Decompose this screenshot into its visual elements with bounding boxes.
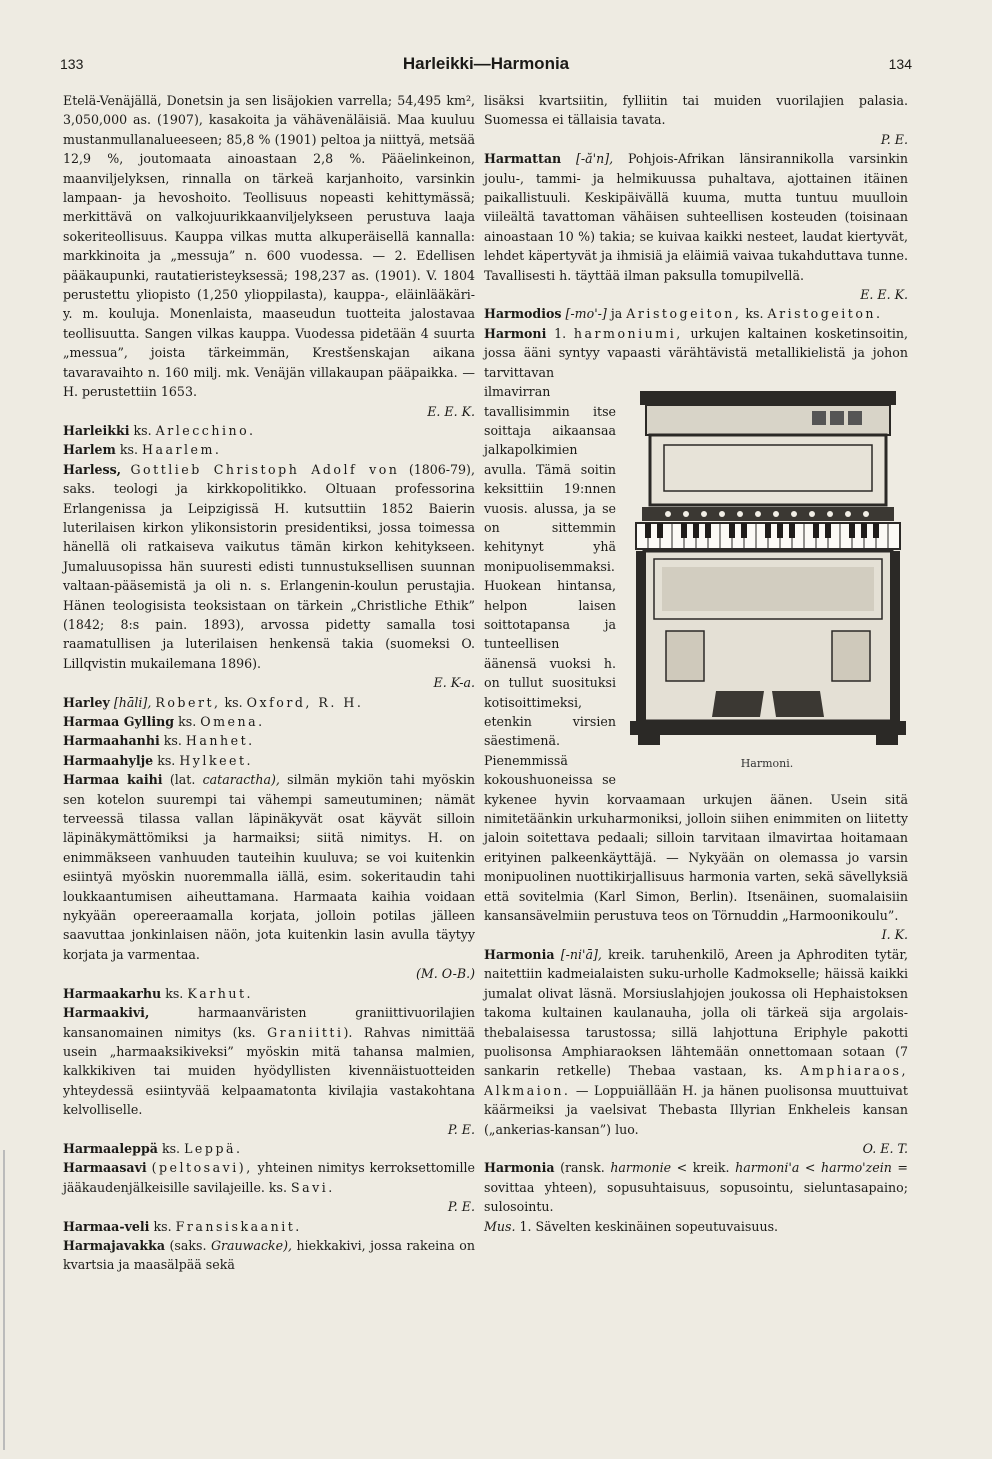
cross-reference: Oxford, R. H. bbox=[246, 694, 364, 710]
headword: Harmaa Gylling bbox=[63, 714, 175, 729]
binding-edge bbox=[3, 1150, 5, 1450]
entry-harmaakarhu: Harmaakarhu ks. Karhut. bbox=[63, 985, 254, 1001]
headword: Harmaa-veli bbox=[63, 1218, 150, 1234]
headword: Harleikki bbox=[63, 422, 130, 438]
cross-reference: Amphiaraos, Alkmaion. bbox=[484, 1063, 908, 1098]
signature: E. K-a. bbox=[433, 675, 475, 691]
german-term: Grauwacke), bbox=[210, 1237, 292, 1253]
signature: P. E. bbox=[447, 1121, 475, 1137]
cross-reference: Graniitti bbox=[267, 1024, 344, 1040]
entry-harmajavakka: Harmajavakka (saks. Grauwacke), hiekkakivi, jossa rakeina on kvartsia ja maasälpää sekä bbox=[63, 1237, 475, 1273]
pronunciation: [-mo'-] bbox=[565, 306, 607, 322]
figure-caption: Harmoni. bbox=[740, 756, 794, 770]
cross-reference: Aristogeiton. bbox=[767, 306, 883, 322]
cross-reference: harmoniumi, bbox=[573, 325, 683, 341]
entry-harless: Harless, Gottlieb Christoph Adolf von (1806-79), saks. teologi ja kirkkopolitikko. Oltuaan professorina Erlangenissa ja Leipzigissä H. kutsuttiin 1852 Baierin luterilaisen kirkon ylikonsistorin presidentiksi, jossa toimessa hänellä oli ratkaiseva vaikutus tämän kirkon kehitykseen. Jumaluusopissa hän suuresti edisti tunnustuksellisen suunnan valtaan-pääsemistä ja oli n. s. Erlangenin-koulun perustajia. Hänen teologisista teoksistaan on tärkein „Christliche Ethik” (1842; 8:s pain. 1893), arvossa pidetty samalla tosi raamatullisen ja luterilaisen henkensä takia (suomeksi O. Lillqvistin mukailemana 1896). bbox=[63, 461, 475, 671]
signature: O. E. T. bbox=[862, 1140, 908, 1156]
harmonium-illustration bbox=[626, 373, 908, 753]
signature: E. E. K. bbox=[860, 287, 908, 303]
entry-harmaa-veli: Harmaa-veli ks. Fransiskaanit. bbox=[63, 1218, 302, 1234]
page-number-left: 133 bbox=[60, 56, 84, 72]
page-title: Harleikki—Harmonia bbox=[402, 54, 570, 73]
entry-harmoni: Harmoni 1. harmoniumi, urkujen kaltainen kosketinsoitin, jossa ääni syntyy vapaasti värähtävistä Harmoni. metallikielistä ja johon tarvittavan ilmavirran tavallisimmin itse soittaja aikaansaa jalkapolkimien avulla. Tämä soitin keksittiin 19:nnen vuosis. alussa, ja se on sittemmin kehitynyt yhä monipuolisemmaksi. Huokean hintansa, helpon laisen soittotapansa ja tunteellisen äänensä vuoksi h. on tullut suosituksi kotisoittimeksi, etenkin virsien säestimenä. Pienemmissä kokoushuoneissa se kykenee hyvin korvaamaan urkujen äänen. Usein sitä nimitetäänkin urkuharmoniksi, jolloin siihen enimmiten on liitetty jaloin soitettava pedaali; silloin tarvitaan ilmavirtaa hoitamaan erityinen palkeenkäyttäjä. — Nykyään on olemassa jo varsin monipuolinen nuottikirjallisuus harmonia varten, sekä sävellyksiä että sovitelmia (Karl Simon, Berlin). Itsenäinen, suomalaisiin kansansävelmiin perustuva teos on Törnuddin „Harmoonikoulu”. bbox=[484, 325, 908, 924]
cross-reference: Hanhet. bbox=[185, 733, 255, 749]
entry-harmaakivi: Harmaakivi, harmaanväristen graniittivuorilajien kansanomainen nimitys (ks. Graniitti). Rahvas nimittää usein „harmaaksikiveksi” myöskin mitä tahansa malmien, kalkkikiven tai muiden hyödyllisten kivennäistuotteiden yhteydessä esiintyvää kelpaamatonta kivilajia vastakohtana kelvolliselle. bbox=[63, 1005, 475, 1118]
entry-harmonia-music: Mus. 1. Sävelten keskinäinen sopeutuvaisuus. bbox=[484, 1218, 779, 1234]
alt-name: (peltosavi), bbox=[151, 1160, 253, 1176]
entry-harmattan: Harmattan [-ă'n], Pohjois-Afrikan länsirannikolla varsinkin joulu-, tammi- ja helmikuussa puhaltava, ajottainen itäinen paikallistuuli. Keskipäivällä kuuma, mutta tuntuu muulloin viileältä tavattoman vähäisen suhteellisen kosteuden (toisinaan ainoastaan 10 %) takia; se kuivaa kaikki nesteet, laudat kiertyvät, lehdet käpertyvät ja ihmisiä ja eläimiä vaivaa tukahduttava tunne. Tavallisesti h. täyttää ilman paksulla tomupilvellä. bbox=[484, 151, 908, 283]
headword: Harmaa kaihi bbox=[63, 772, 163, 788]
headword: Harmaasavi bbox=[63, 1160, 147, 1176]
harmonium-figure bbox=[626, 373, 908, 772]
entry-harmonia-myth: Harmonia [-ni'ā], kreik. taruhenkilö, Areen ja Aphroditen tytär, naitettiin kadmeialaisten suku-urholle Kadmokselle; häissä kaikki jumalat olivat läsnä. Morsiuslahjojen joukossa oli Hephaistoksen takoma kultainen kaulanauha, jolla oli tärkeä sija argolais-thebalaisessa tarustossa; sillä lahjottuna Eriphyle pakotti puolisonsa Amphiaraoksen lähtemään onnettomaan sotaan (7 sankarin retkelle) Thebaa vastaan, ks. Amphiaraos, Alkmaion. — Loppuiällään H. ja hänen puolisonsa muuttuivat käärmeiksi ja vaelsivat Thebasta Illyrian Enkheleis kansan („ankerias-kansan”) luo. bbox=[484, 946, 908, 1137]
signature: I. K. bbox=[881, 927, 908, 943]
headword: Harmaakarhu bbox=[63, 985, 162, 1001]
person-name: Robert, bbox=[155, 694, 221, 710]
cross-reference: Hylkeet. bbox=[179, 752, 254, 768]
headword: Harmaahylje bbox=[63, 752, 154, 768]
headword: Harmonia bbox=[484, 1160, 555, 1176]
subject-label: Mus. bbox=[484, 1218, 516, 1234]
entry-harmaa-gylling: Harmaa Gylling ks. Omena. bbox=[63, 714, 265, 729]
entry-harlem: Harlem ks. Haarlem. bbox=[63, 442, 222, 458]
cross-reference: Aristogeiton, bbox=[626, 306, 742, 322]
cross-reference: Savi. bbox=[291, 1179, 335, 1195]
latin-term: cataractha), bbox=[202, 772, 280, 788]
headword: Harmattan bbox=[484, 151, 562, 167]
pronunciation: [hāli], bbox=[113, 694, 152, 710]
entry-harmonia: Harmonia (ransk. harmonie < kreik. harmoni'a < harmo'zein = sovittaa yhteen), sopusuhtaisuus, sopusointu, sieluntasapaino; sulosointu. bbox=[484, 1160, 908, 1215]
cross-reference: Leppä. bbox=[184, 1140, 243, 1156]
person-name: Gottlieb Christoph Adolf von bbox=[130, 461, 400, 477]
cross-reference: Arlecchino. bbox=[155, 422, 256, 438]
headword: Harless, bbox=[63, 461, 122, 477]
entry-continuation: Etelä-Venäjällä, Donetsin ja sen lisäjokien varrella; 54,495 km², 3,050,000 as. (1907), kasakoita ja vähävenäläisiä. Maa kuuluu mustanmullanalueeseen; 85,8 % (1901) peltoa ja niittyä, metsää 12,9 %, joutomaata ainoastaan 2,8 %. Pääelinkeinon, maanviljelyksen, rinnalla on tärkeä karjanhoito, varsinkin lampaan- ja hevoshoito. Teollisuus nopeasti kehittymässä; merkittävä on valkojuurikkaanviljelykseen perustuva laaja sokeriteollisuus. Kauppa vilkas mutta alkuperäisellä kannalla: markkinoita ja „messuja” n. 600 vuodessa. — 2. Edellisen pääkaupunki, rautatieristeyksessä; 198,237 as. (1901). V. 1804 perustettu yliopisto (1,250 ylioppilasta), kauppa-, eläinlääkäri- y. m. kouluja. Monenlaista, maaseudun tuotteita jalostavaa teollisuutta. Sangen vilkas kauppa. Vuodessa pidetään 4 suurta „messua”, joista tärkeimmän, Krestšenskajan aikana tavaravaihto n. 160 milj. mk. Venäjän villakaupan pääpaikka. — H. perustettiin 1653. bbox=[63, 93, 475, 400]
pronunciation: [-ni'ā], bbox=[560, 946, 602, 962]
entry-harmaahanhi: Harmaahanhi ks. Hanhet. bbox=[63, 733, 255, 749]
headword: Harmaaleppä bbox=[63, 1140, 158, 1156]
signature: P. E. bbox=[447, 1199, 475, 1215]
headword: Harmajavakka bbox=[63, 1237, 165, 1253]
left-column bbox=[63, 91, 475, 1275]
entry-harley: Harley [hāli], Robert, ks. Oxford, R. H. bbox=[63, 694, 364, 710]
entry-continuation: lisäksi kvartsiitin, fylliitin tai muiden vuorilajien palasia. Suomessa ei tällaisia tavata. bbox=[484, 93, 908, 128]
right-column bbox=[484, 91, 908, 1236]
cross-reference: Fransiskaanit. bbox=[175, 1218, 302, 1234]
greek-term: harmoni'a < harmo'zein bbox=[735, 1160, 892, 1176]
signature: E. E. K. bbox=[427, 403, 475, 419]
headword: Harley bbox=[63, 694, 110, 710]
cross-reference: Haarlem. bbox=[141, 442, 222, 458]
french-term: harmonie bbox=[610, 1160, 672, 1176]
entry-harleikki: Harleikki ks. Arlecchino. bbox=[63, 422, 256, 438]
headword: Harmoni bbox=[484, 325, 547, 341]
cross-reference: Karhut. bbox=[187, 985, 254, 1001]
signature: P. E. bbox=[880, 131, 908, 147]
headword: Harmaakivi, bbox=[63, 1005, 150, 1021]
entry-harmaa-kaihi: Harmaa kaihi (lat. cataractha), silmän mykiön tahi myöskin sen kotelon suurempi tai vähempi sameutuminen; nämät terveessä tilassa vallan läpinäkyvät osat käyvät silloin läpinäkymättömiksi ja harmaiksi; siitä nimitys. H. on enimmäkseen vanhuuden tauteihin kuuluva; se voi kuitenkin esiintyä myöskin nuoremmalla iällä, esim. sokeritaudin tahi loukkaantumisen aiheuttamana. Harmaata kaihia voidaan nykyään opereeraamalla korjata, jolloin potilas jälleen saavuttaa jonkinlaisen näön, jota kuitenkin lasin avulla täytyy korjata ja varmentaa. bbox=[63, 772, 475, 962]
cross-reference: Omena. bbox=[200, 714, 265, 729]
headword: Harmodios bbox=[484, 306, 562, 322]
headword: Harmaahanhi bbox=[63, 733, 160, 749]
entry-harmaahylje: Harmaahylje ks. Hylkeet. bbox=[63, 752, 254, 768]
page-number-right: 134 bbox=[888, 56, 912, 72]
headword: Harlem bbox=[63, 442, 116, 458]
running-header bbox=[60, 56, 912, 78]
entry-harmaalepp: Harmaaleppä ks. Leppä. bbox=[63, 1140, 243, 1156]
pronunciation: [-ă'n], bbox=[575, 151, 614, 167]
entry-harmodios: Harmodios [-mo'-] ja Aristogeiton, ks. Aristogeiton. bbox=[484, 306, 883, 322]
headword: Harmonia bbox=[484, 946, 555, 962]
entry-harmaasavi: Harmaasavi (peltosavi), yhteinen nimitys kerroksettomille jääkaudenjälkeisille savilajeille. ks. Savi. bbox=[63, 1160, 475, 1195]
signature: (M. O-B.) bbox=[415, 966, 475, 982]
